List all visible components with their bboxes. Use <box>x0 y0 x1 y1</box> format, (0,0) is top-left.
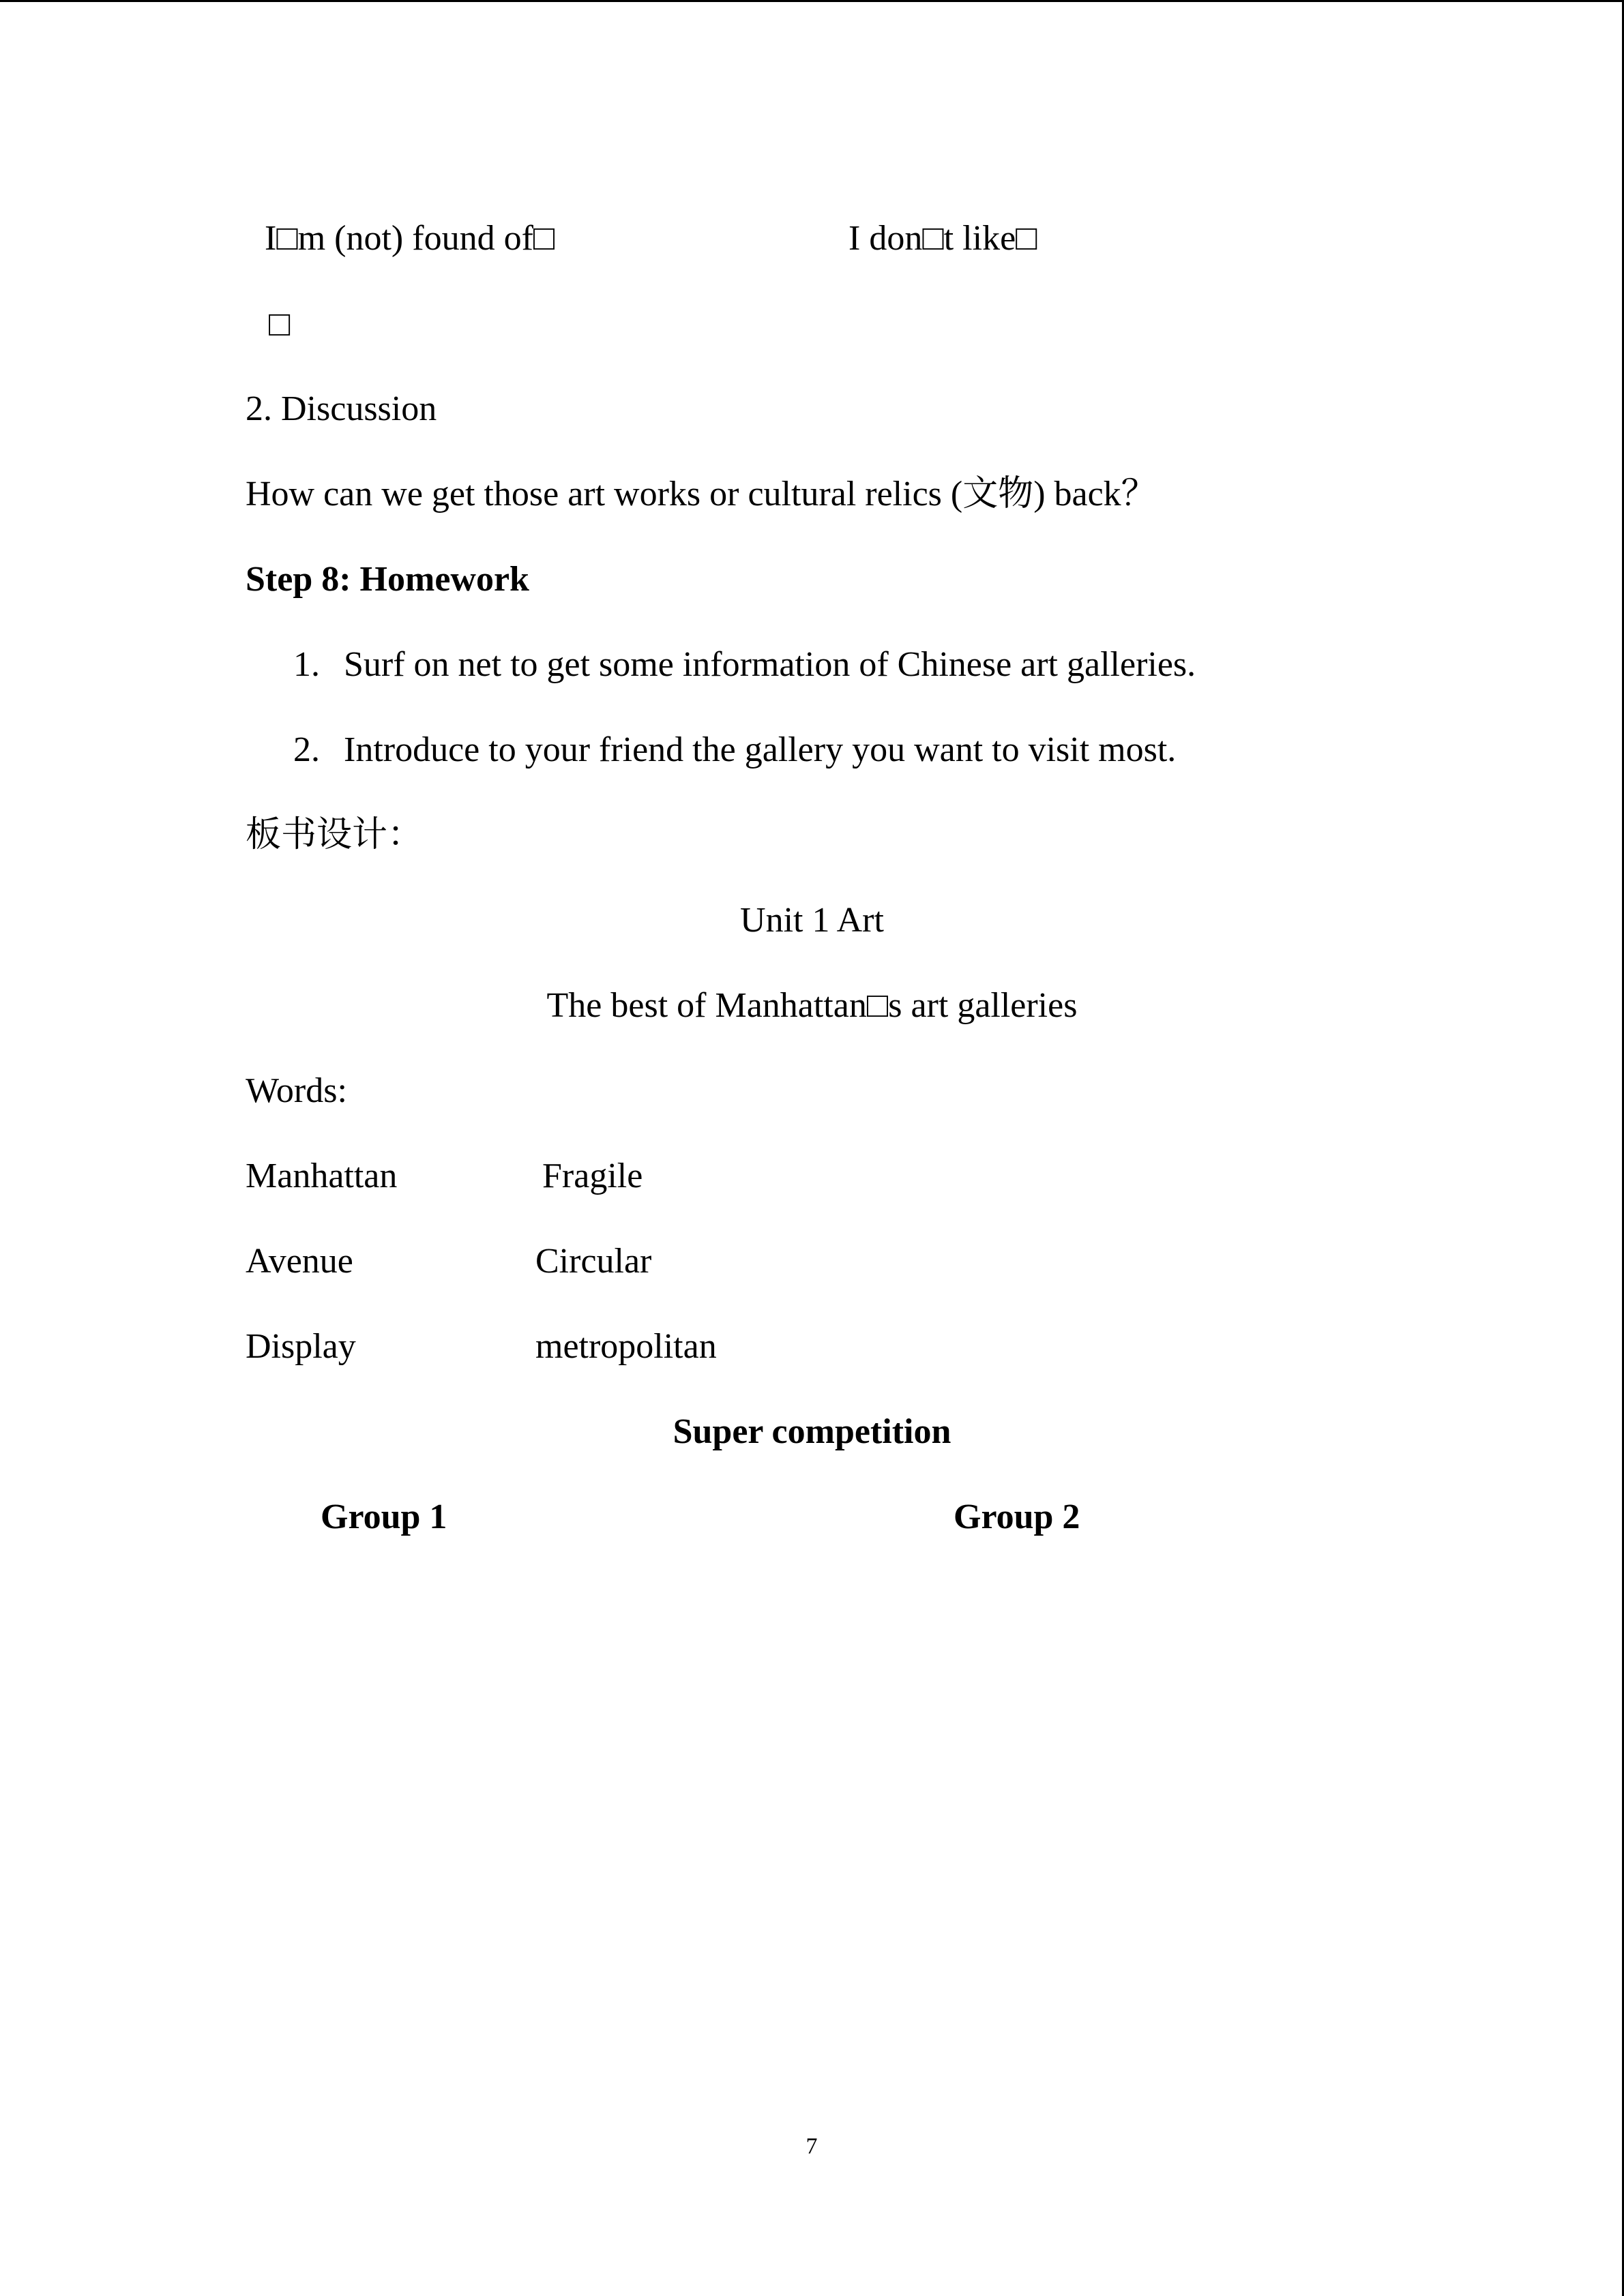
phrase-im-not-found-of: I□m (not) found of□ <box>265 219 555 258</box>
word-left: Avenue <box>246 1242 353 1281</box>
placeholder-box: □ <box>269 305 291 344</box>
words-label: Words: <box>246 1071 347 1110</box>
word-right: Fragile <box>542 1157 643 1195</box>
phrase-i-dont-like: I don□t like□ <box>848 219 1037 258</box>
homework-item-1-text: Surf on net to get some information of Chinese art galleries. <box>344 645 1196 684</box>
page-number: 7 <box>806 2134 818 2159</box>
discussion-question: How can we get those art works or cultural relics (文物) back？ <box>246 475 1157 513</box>
word-left: Manhattan <box>246 1157 398 1195</box>
competition-title: Super competition <box>673 1412 951 1451</box>
page-top-border <box>0 0 1624 2</box>
unit-title: Unit 1 Art <box>740 901 884 940</box>
group-2-label: Group 2 <box>954 1497 1080 1536</box>
homework-item-2-number: 2. <box>293 730 320 769</box>
discussion-heading: 2. Discussion <box>246 389 437 428</box>
board-design-label: 板书设计： <box>246 816 424 854</box>
homework-item-1-number: 1. <box>293 645 320 684</box>
word-left: Display <box>246 1327 356 1366</box>
word-right: metropolitan <box>535 1327 717 1366</box>
group-1-label: Group 1 <box>321 1497 447 1536</box>
step8-heading: Step 8: Homework <box>246 560 529 599</box>
word-right: Circular <box>535 1242 652 1281</box>
homework-item-2-text: Introduce to your friend the gallery you want to visit most. <box>344 730 1177 769</box>
unit-subtitle: The best of Manhattan□s art galleries <box>546 986 1078 1025</box>
